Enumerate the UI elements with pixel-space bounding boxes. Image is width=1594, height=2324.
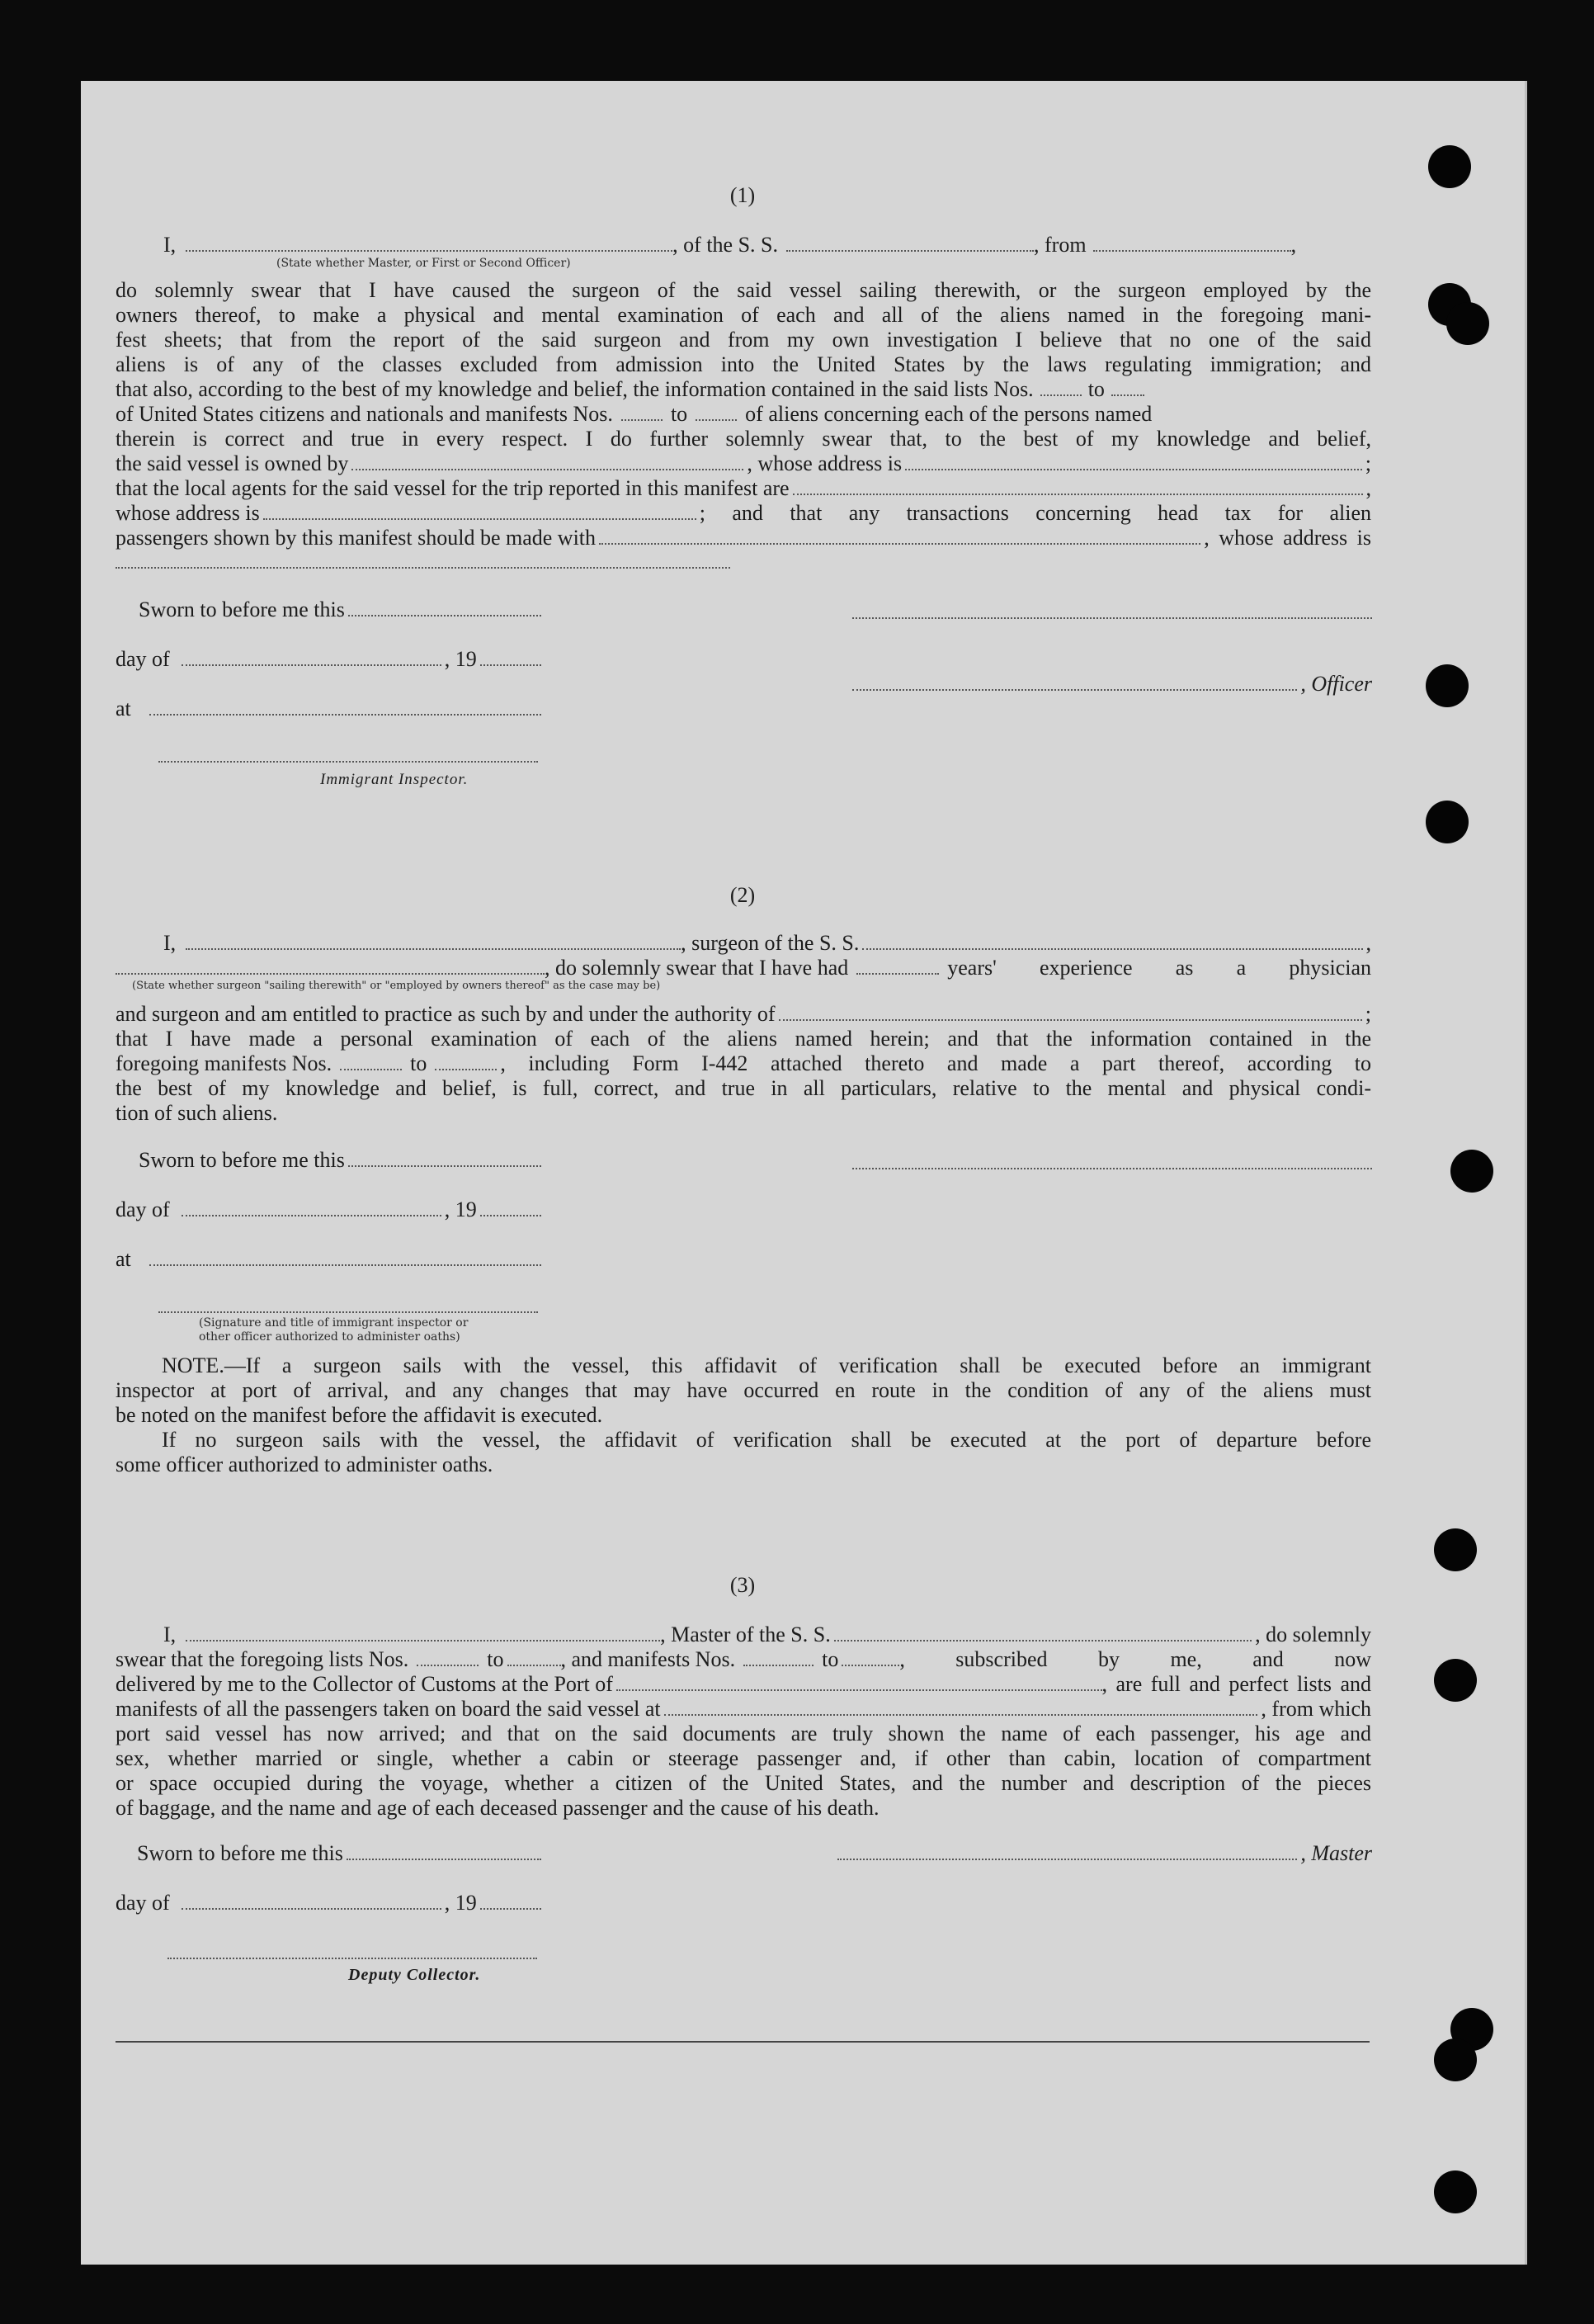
s1-p11-addr: , whose address is — [1204, 526, 1371, 550]
note-text-1: —If a surgeon sails with the vessel, this affidavit of verification shall be executed before an immigrant — [224, 1353, 1371, 1377]
s2-line-2 — [116, 956, 1371, 980]
s2-note-line-3: be noted on the manifest before the affidavit is executed. — [116, 1403, 603, 1427]
s2-experience-text: years' experience as a physician — [947, 956, 1371, 980]
s3-i: I, — [163, 1623, 177, 1646]
s2-note-line-2: inspector at port of arrival, and any changes that may have occurred en route in the condition of any of the aliens must — [116, 1378, 1371, 1402]
s2-surgeon-note: (State whether surgeon "sailing therewith" or "employed by owners thereof" as the case may be) — [132, 980, 661, 992]
s3-to-1: to — [487, 1647, 504, 1671]
note-label: NOTE. — [162, 1353, 224, 1377]
s2-sig-note-2: other officer authorized to administer oaths) — [199, 1330, 460, 1344]
officer-name-blank — [186, 245, 672, 252]
s3-sworn-row — [116, 1841, 545, 1866]
s3-master-label: , Master of the S. S. — [660, 1623, 831, 1646]
s1-comma: , — [1290, 233, 1297, 257]
s1-para-2: owners thereof, to make a physical and mental examination of each and all of the aliens named in the foregoing mani- — [116, 303, 1371, 327]
s1-para-6 — [116, 402, 1371, 427]
s3-lists-text: swear that the foregoing lists Nos. — [116, 1647, 409, 1671]
s2-place-blank — [149, 1259, 541, 1266]
list-no-to-blank — [1111, 390, 1144, 396]
manifest-no-to-blank — [696, 414, 737, 421]
s3-list-to-blank — [507, 1660, 561, 1666]
s2-line-5 — [116, 1051, 1371, 1076]
s3-line-7: or space occupied during the voyage, whether a citizen of the United States, and the number and description of the pieces — [116, 1771, 1371, 1795]
s3-line-2 — [116, 1647, 1371, 1672]
s2-official-signature-line — [158, 1310, 538, 1313]
s1-sworn-row — [116, 598, 545, 622]
s2-dayof-row — [116, 1197, 545, 1222]
s3-line-8: of baggage, and the name and age of each deceased passenger and the cause of his death. — [116, 1796, 880, 1820]
s2-note-line-4: If no surgeon sails with the vessel, the affidavit of verification shall be executed at the port of departure before — [162, 1428, 1371, 1452]
s1-para-1: do solemnly swear that I have caused the surgeon of the said vessel sailing therewith, or the surgeon employed by the — [116, 278, 1371, 302]
punch-hole — [1428, 145, 1471, 188]
master-name-blank — [186, 1635, 660, 1641]
section-1-number: (1) — [729, 183, 756, 207]
s2-i: I, — [163, 931, 177, 955]
s3-line-3 — [116, 1672, 1371, 1697]
s1-dayof-row — [116, 647, 545, 672]
s1-p10-text: whose address is — [116, 501, 260, 525]
s1-para-11 — [116, 526, 1371, 550]
section-3-number: (3) — [729, 1573, 756, 1597]
s3-manifests-text: , and manifests Nos. — [560, 1647, 736, 1671]
s3-manifest-from-blank — [743, 1660, 814, 1666]
s2-sworn-date-blank — [348, 1160, 541, 1167]
inspector-signature-line — [158, 759, 538, 763]
s2-year-label: , 19 — [444, 1197, 477, 1221]
s1-p8-semi: ; — [1365, 451, 1371, 475]
s1-sworn-date-blank — [348, 610, 541, 616]
s2-sig-note-1: (Signature and title of immigrant inspector or — [199, 1316, 469, 1330]
s1-p6-rest: of aliens concerning each of the persons named — [745, 402, 1153, 426]
manifest-no-from-blank — [621, 414, 663, 421]
s1-p11-text: passengers shown by this manifest should be made with — [116, 526, 597, 550]
s3-subscribed-text: , subscribed by me, and now — [899, 1647, 1371, 1671]
s2-manifest-from-blank — [340, 1064, 402, 1070]
s1-year-label: , 19 — [444, 647, 477, 671]
master-signature-line — [837, 1854, 1297, 1860]
s3-line-6: sex, whether married or single, whether a cabin or steerage passenger and, if other than cabin, location of compartment — [116, 1746, 1371, 1770]
s1-sworn-label: Sworn to before me this — [139, 598, 345, 621]
s2-swear-text: , do solemnly swear that I have had — [545, 956, 849, 980]
s3-dayof-label: day of — [116, 1891, 170, 1915]
s3-port-blank — [616, 1684, 1102, 1691]
s2-note-line-1 — [116, 1353, 1371, 1378]
surgeon-signature-line — [852, 1166, 1372, 1169]
s1-year-blank — [480, 659, 541, 666]
s3-year-label: , 19 — [444, 1891, 477, 1915]
years-blank — [856, 968, 939, 975]
list-no-from-blank — [1040, 390, 1082, 396]
head-tax-party-blank — [599, 538, 1200, 545]
s3-manifest-to-blank — [842, 1660, 899, 1666]
s2-manifests-text: foregoing manifests Nos. — [116, 1051, 332, 1075]
section-2-number: (2) — [729, 883, 756, 907]
s1-dayof-label: day of — [116, 647, 170, 671]
s1-month-blank — [182, 659, 441, 666]
s3-dayof-row — [116, 1891, 545, 1915]
s2-comma: , — [1365, 931, 1371, 955]
s1-at-label: at — [116, 697, 131, 720]
surgeon-status-blank — [116, 968, 545, 975]
s1-p5-to: to — [1087, 377, 1105, 401]
s1-officer-label: , Officer — [1300, 672, 1372, 696]
s1-officer-row — [852, 672, 1372, 697]
punch-hole — [1434, 1659, 1477, 1702]
s2-manifest-to-blank — [435, 1064, 497, 1070]
officer-signature-line — [852, 616, 1372, 619]
s1-line-1 — [116, 233, 1371, 257]
s1-p6-text: of United States citizens and nationals and manifests Nos. — [116, 402, 613, 426]
s1-p5-text: that also, according to the best of my knowledge and belief, the information contained in the said lists Nos. — [116, 377, 1034, 401]
s1-para-8 — [116, 451, 1371, 476]
s1-para-3: fest sheets; that from the report of the said surgeon and from my own investigation I believe that no one of the said — [116, 328, 1371, 352]
s3-line-5: port said vessel has now arrived; and that on the said documents are truly shown the name of each passenger, his age and — [116, 1722, 1371, 1745]
punch-hole — [1426, 664, 1469, 707]
s3-solemnly: , do solemnly — [1255, 1623, 1371, 1646]
s3-vessel-blank — [834, 1635, 1252, 1641]
s1-para-5 — [116, 377, 1371, 402]
from-port-blank — [1093, 245, 1291, 252]
s1-at-row — [116, 697, 545, 721]
collector-signature-line — [167, 1956, 537, 1959]
s1-from-label: , from — [1034, 233, 1087, 257]
inspector-label: Immigrant Inspector. — [320, 771, 469, 788]
s2-authority-text: and surgeon and am entitled to practice as such by and under the authority of — [116, 1002, 776, 1026]
s2-month-blank — [182, 1210, 441, 1216]
s1-para-7: therein is correct and true in every respect. I do further solemnly swear that, to the best of my knowledge and belief, — [116, 427, 1371, 451]
s1-p10-rest: ; and that any transactions concerning head tax for alien — [699, 501, 1371, 525]
s1-p6-to: to — [670, 402, 688, 426]
punch-hole — [1426, 801, 1469, 843]
s3-passengers-text: manifests of all the passengers taken on board the said vessel at — [116, 1697, 661, 1721]
s2-year-blank — [480, 1210, 541, 1216]
s2-to: to — [410, 1051, 427, 1075]
s2-dayof-label: day of — [116, 1197, 170, 1221]
s2-at-row — [116, 1247, 545, 1272]
s1-p9-text: that the local agents for the said vessel for the trip reported in this manifest are — [116, 476, 790, 500]
punch-hole — [1450, 1150, 1493, 1193]
s2-form-text: , including Form I-442 attached thereto and made a part thereof, according to — [500, 1051, 1371, 1075]
s1-p9-comma: , — [1365, 476, 1371, 500]
authority-blank — [779, 1014, 1362, 1021]
s3-to-2: to — [822, 1647, 839, 1671]
s1-p8-text: the said vessel is owned by — [116, 451, 349, 475]
collector-label: Deputy Collector. — [348, 1966, 481, 1984]
punch-hole — [1434, 2038, 1477, 2081]
s1-ss-label: , of the S. S. — [672, 233, 779, 257]
s2-note-line-5: some officer authorized to administer oaths. — [116, 1452, 493, 1476]
owner-address-blank — [905, 464, 1362, 470]
s2-at-label: at — [116, 1247, 131, 1271]
s1-para-9 — [116, 476, 1371, 501]
s2-line-6: the best of my knowledge and belief, is full, correct, and true in all particulars, relative to the mental and physical condi- — [116, 1076, 1371, 1100]
head-tax-address-blank — [116, 565, 730, 569]
s2-line-7: tion of such aliens. — [116, 1101, 278, 1125]
s3-master-row — [837, 1841, 1372, 1866]
s3-sworn-date-blank — [347, 1854, 541, 1860]
s2-semi: ; — [1365, 1002, 1371, 1026]
punch-hole — [1434, 2170, 1477, 2213]
s1-para-4: aliens is of any of the classes excluded from admission into the United States by the laws regulating immigration; and — [116, 352, 1371, 376]
s3-year-blank — [480, 1903, 541, 1910]
s2-sworn-label: Sworn to before me this — [139, 1148, 345, 1172]
s3-list-from-blank — [417, 1660, 479, 1666]
s1-place-blank — [149, 709, 541, 716]
bottom-rule — [116, 2041, 1370, 2043]
s3-full-lists-text: , are full and perfect lists and — [1101, 1672, 1371, 1696]
s3-sworn-label: Sworn to before me this — [137, 1841, 343, 1865]
s1-p8-addr: , whose address is — [747, 451, 903, 475]
s2-vessel-blank — [862, 943, 1362, 950]
s3-month-blank — [182, 1903, 441, 1910]
officer-title-line — [852, 684, 1297, 691]
agents-address-blank — [263, 513, 696, 520]
punch-hole — [1446, 302, 1489, 345]
s1-para-10 — [116, 501, 1371, 526]
s1-i: I, — [163, 233, 177, 257]
s2-line-3 — [116, 1002, 1371, 1027]
agents-blank — [793, 489, 1363, 495]
owner-blank — [351, 464, 743, 470]
vessel-name-blank — [786, 245, 1034, 252]
s3-line-1 — [116, 1623, 1371, 1647]
punch-hole — [1434, 1528, 1477, 1571]
s3-embark-port-blank — [664, 1709, 1258, 1716]
s2-sworn-row — [116, 1148, 545, 1173]
surgeon-name-blank — [186, 943, 681, 950]
s3-from-which: , from which — [1261, 1697, 1371, 1721]
s1-officer-note: (State whether Master, or First or Second Officer) — [276, 257, 571, 270]
s2-line-1 — [116, 931, 1371, 956]
s3-line-4 — [116, 1697, 1371, 1722]
s2-ss-label: , surgeon of the S. S. — [681, 931, 860, 955]
s3-master-sign-label: , Master — [1300, 1841, 1372, 1865]
s2-line-4: that I have made a personal examination of each of the aliens named herein; and that the information contained in the — [116, 1027, 1371, 1051]
s3-collector-text: delivered by me to the Collector of Customs at the Port of — [116, 1672, 613, 1696]
